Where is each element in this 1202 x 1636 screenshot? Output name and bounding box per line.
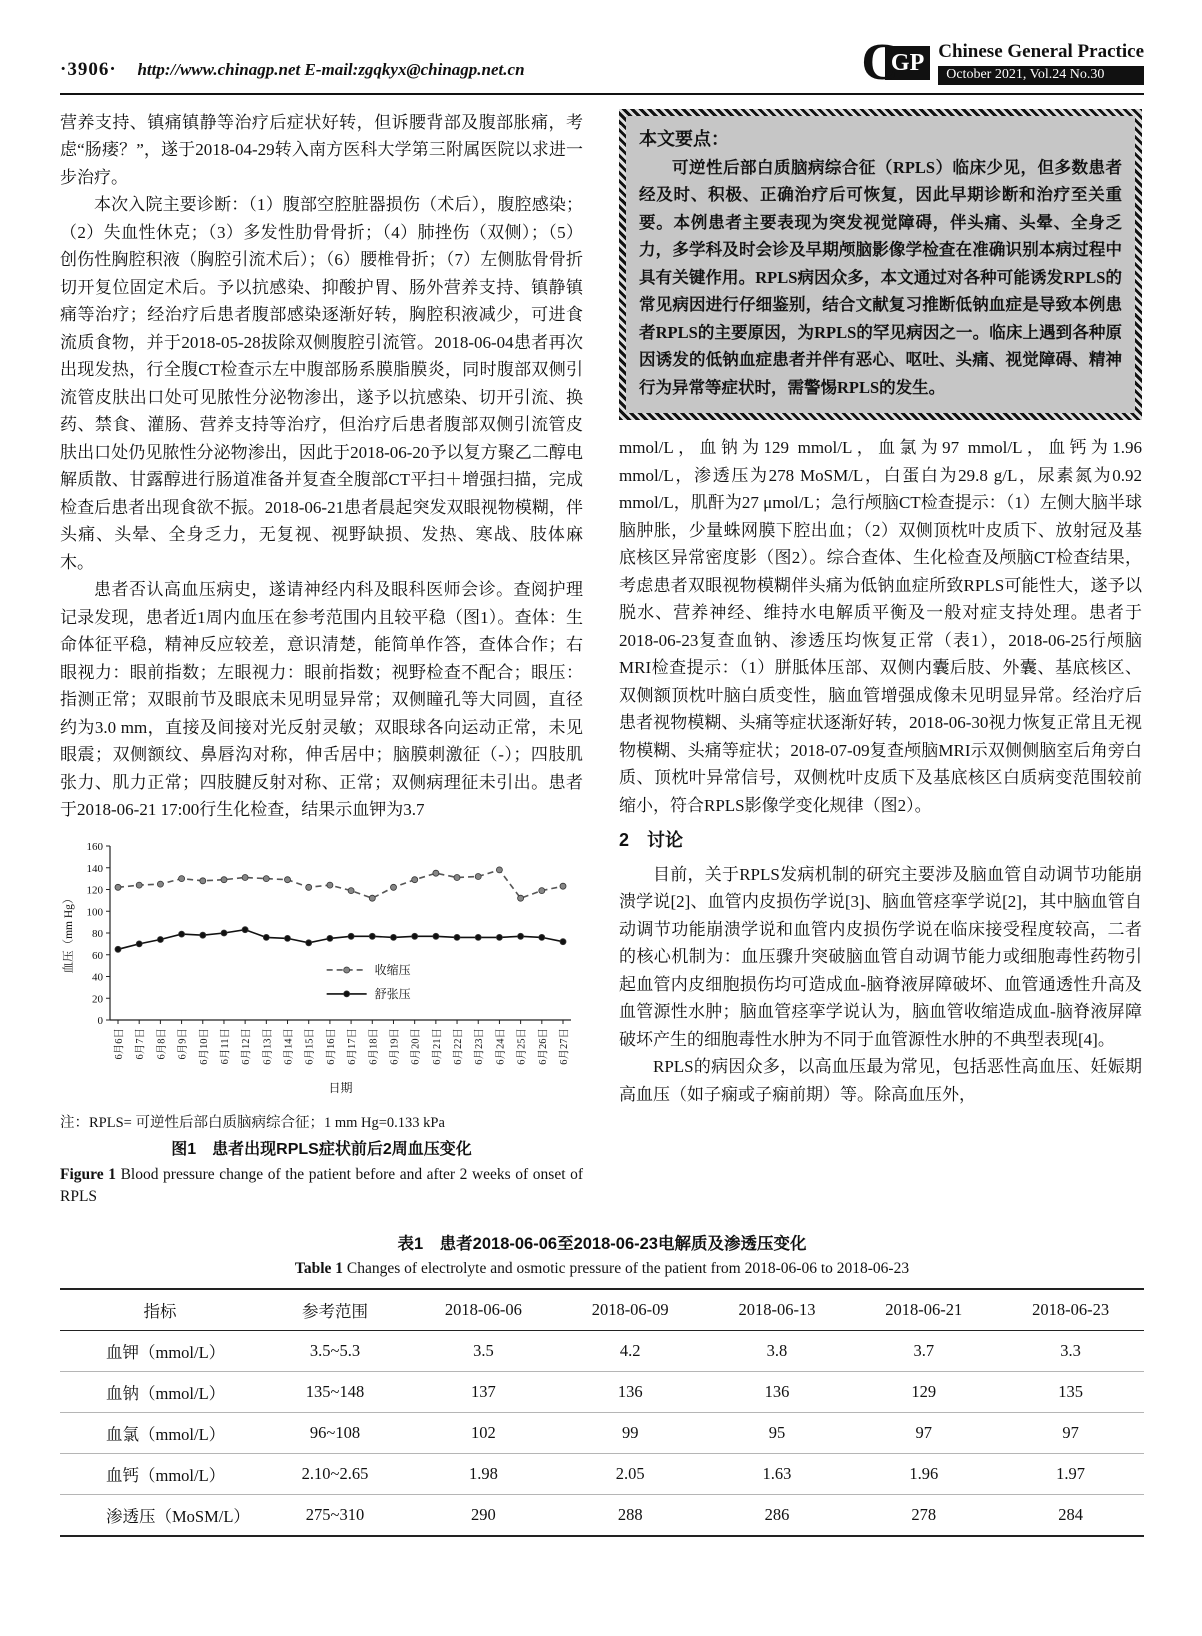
value-cell: 284 — [1058, 1505, 1083, 1525]
chart-axes — [87, 841, 572, 1065]
value-cell: 3.7 — [850, 1331, 997, 1372]
row-label-cell: 渗透压（MoSM/L） — [106, 1507, 250, 1527]
svg-text:6月13日: 6月13日 — [262, 1027, 274, 1065]
value-cell: 137 — [410, 1372, 557, 1413]
svg-text:6月21日: 6月21日 — [431, 1027, 443, 1065]
row-label-cell: 血钙（mmol/L） — [60, 1454, 260, 1495]
svg-text:0: 0 — [97, 1014, 103, 1027]
svg-text:20: 20 — [92, 993, 103, 1006]
table-header-cell: 指标 — [60, 1289, 260, 1331]
body-paragraph: mmol/L，血钠为129 mmol/L，血氯为97 mmol/L，血钙为1.96 mmol/L，渗透压为278 MoSM/L，白蛋白为29.8 g/L，尿素氮为0.92 mmol/L，肌酐为27 μmol/L；急行颅脑CT检查提示：（1）左侧大脑半球脑肿胀，少量蛛网膜下腔出血；（2）双侧顶枕叶皮质下、放射冠及基底核区异常密度影（图2）。综合查体、生化检查及颅脑CT检查结果，考虑患者双眼视物模糊伴头痛为低钠血症所致RPLS可能性大，遂予以脱水、营养神经、维持水电解质平衡及一般对症支持处理。患者于2018-06-23复查血钠、渗透压均恢复正常（表1），2018-06-25行颅脑MRI检查提示：（1）胼胝体压部、双侧内囊后肢、外囊、基底核区、双侧额顶枕叶脑白质变性，脑血管增强成像未见明显异常。经治疗后患者视物模糊、头痛等症状逐渐好转，2018-06-30视力恢复正常且无视物模糊、头痛等症状；2018-07-09复查颅脑MRI示双侧侧脑室后角旁白质、顶枕叶异常信号，双侧枕叶皮质下及基底核区白质病变范围较前缩小，符合RPLS影像学变化规律（图2）。 — [619, 438, 1142, 815]
value-cell: 135 — [997, 1372, 1144, 1413]
table-row — [60, 1413, 1144, 1454]
svg-text:6月27日: 6月27日 — [559, 1027, 570, 1065]
table-caption-en — [60, 1258, 1144, 1280]
figure-caption-en — [60, 1164, 583, 1208]
table-row — [60, 1495, 1144, 1537]
value-cell: 288 — [617, 1505, 643, 1525]
svg-text:6月17日: 6月17日 — [347, 1027, 359, 1065]
series-diastolic — [115, 926, 566, 952]
svg-text:6月19日: 6月19日 — [389, 1027, 401, 1065]
journal-logo — [861, 34, 1144, 91]
legend-diastolic — [327, 987, 411, 1001]
svg-text:6月8日: 6月8日 — [156, 1027, 168, 1060]
table-caption-cn: 表1 患者2018-06-06至2018-06-23电解质及渗透压变化 — [397, 1235, 807, 1254]
value-cell: 275~310 — [305, 1505, 365, 1525]
electrolyte-table — [60, 1288, 1144, 1537]
svg-text:6月16日: 6月16日 — [325, 1027, 337, 1065]
table-row — [60, 1454, 1144, 1495]
figure-note: 注：RPLS= 可逆性后部白质脑病综合征；1 mm Hg=0.133 kPa — [60, 1115, 445, 1132]
table-label-en: Table 1 — [294, 1260, 344, 1278]
body-paragraph: 患者否认高血压病史，遂请神经内科及眼科医师会诊。查阅护理记录发现，患者近1周内血压在参考范围内且较平稳（图1）。查体：生命体征平稳，精神反应较差，意识清楚，能简单作答，查体合作；右眼视力：眼前指数；左眼视力：眼前指数；视野检查不配合；眼压：指测正常；双眼前节及眼底未见明显异常；双侧瞳孔等大同圆，直径约为3.0 mm，直接及间接对光反射灵敏；双眼球各向运动正常，未见眼震；双侧额纹、鼻唇沟对称，伸舌居中；脑膜刺激征（-）；四肢肌张力、肌力正常；四肢腱反射对称、正常；双侧病理征未引出。患者于2018-06-21 17:00行生化检查，结果示血钾为3.7 — [60, 580, 583, 820]
figure-caption-en-text: Blood pressure change of the patient before and after 2 weeks of onset of RPLS — [60, 1166, 584, 1206]
table-row — [60, 1331, 1144, 1372]
journal-title-block — [938, 41, 1144, 85]
svg-text:6月14日: 6月14日 — [283, 1027, 295, 1065]
value-cell: 96~108 — [260, 1413, 410, 1454]
body-paragraph: 营养支持、镇痛镇静等治疗后症状好转，但诉腰背部及腹部胀痛，考虑“肠瘘？”，遂于2018-04-29转入南方医科大学第三附属医院以求进一步治疗。 — [60, 112, 583, 187]
svg-text:6月25日: 6月25日 — [516, 1027, 528, 1065]
value-cell: 3.8 — [704, 1331, 851, 1372]
svg-text:6月6日: 6月6日 — [114, 1027, 125, 1060]
table-header-cell: 2018-06-23 — [997, 1289, 1144, 1331]
row-label-cell: 血钠（mmol/L） — [60, 1372, 260, 1413]
svg-text:6月7日: 6月7日 — [135, 1027, 147, 1060]
table-body — [60, 1331, 1144, 1537]
logo-letter-c: C — [861, 34, 899, 91]
blood-pressure-chart — [60, 838, 583, 1100]
svg-text:140: 140 — [86, 862, 103, 875]
svg-text:40: 40 — [92, 971, 103, 984]
row-label-cell: 血钾（mmol/L） — [60, 1331, 260, 1372]
svg-text:6月10日: 6月10日 — [198, 1027, 210, 1065]
value-cell: 278 — [911, 1505, 937, 1525]
row-label-cell: 血氯（mmol/L） — [60, 1413, 260, 1454]
svg-text:6月26日: 6月26日 — [537, 1027, 549, 1065]
value-cell: 136 — [704, 1372, 851, 1413]
svg-text:6月11日: 6月11日 — [219, 1027, 231, 1065]
svg-text:6月15日: 6月15日 — [304, 1027, 316, 1065]
svg-text:6月20日: 6月20日 — [410, 1027, 422, 1065]
table-header-cell: 2018-06-21 — [850, 1289, 997, 1331]
value-cell: 95 — [704, 1413, 851, 1454]
table-header-cell: 参考范围 — [260, 1289, 410, 1331]
body-paragraph: 本次入院主要诊断：（1）腹部空腔脏器损伤（术后），腹腔感染；（2）失血性休克；（3）多发性肋骨骨折；（4）肺挫伤（双侧）；（5）创伤性胸腔积液（胸腔引流术后）；（6）腰椎骨折；（7）左侧肱骨骨折切开复位固定术后。予以抗感染、抑酸护胃、肠外营养支持、镇静镇痛等治疗；经治疗后患者腹部感染逐渐好转，胸腔积液减少，可进食流质食物，并于2018-05-28拔除双侧腹腔引流管。2018-06-04患者再次出现发热，行全腹CT检查示左中腹部肠系膜脂膜炎，同时腹部双侧引流管皮肤出口处可见脓性分泌物渗出，遂予以抗感染、切开引流、换药、禁食、灌肠、营养支持等治疗，但治疗后患者腹部双侧引流管皮肤出口处仍见脓性分泌物渗出，因此于2018-06-20予以复方聚乙二醇电解质散、甘露醇进行肠道准备并复查全腹部CT平扫＋增强扫描，完成检查后患者出现食欲不振。2018-06-21患者晨起突发双眼视物模糊，伴头痛、头晕、全身乏力，无复视、视野缺损、发热、寒战、肢体麻木。 — [60, 195, 583, 572]
journal-url-email[interactable]: http://www.chinagp.net E-mail:zgqkyx@chinagp.net.cn — [137, 59, 525, 79]
journal-issue: October 2021, Vol.24 No.30 — [938, 66, 1144, 85]
svg-text:6月9日: 6月9日 — [177, 1027, 189, 1060]
value-cell: 1.96 — [850, 1454, 997, 1495]
svg-text:舒张压: 舒张压 — [374, 986, 411, 1001]
journal-name: Chinese General Practice — [938, 41, 1144, 63]
svg-text:120: 120 — [86, 884, 103, 897]
page-header — [60, 34, 1144, 95]
value-cell: 3.5 — [410, 1331, 557, 1372]
figure-caption-cn: 图1 患者出现RPLS症状前后2周血压变化 — [171, 1141, 472, 1159]
svg-text:6月24日: 6月24日 — [495, 1027, 507, 1065]
table-row — [60, 1372, 1144, 1413]
value-cell: 4.2 — [557, 1331, 704, 1372]
svg-text:100: 100 — [86, 906, 103, 919]
two-column-body — [60, 109, 1144, 1209]
legend-systolic — [327, 962, 411, 977]
value-cell: 136 — [557, 1372, 704, 1413]
body-paragraph: RPLS的病因众多，以高血压最为常见，包括恶性高血压、妊娠期高血压（如子痫或子痫前期）等。除高血压外， — [619, 1057, 1142, 1104]
value-cell: 97 — [997, 1413, 1144, 1454]
x-axis-title: 日期 — [328, 1080, 353, 1095]
svg-text:80: 80 — [92, 927, 103, 940]
value-cell: 3.3 — [997, 1331, 1144, 1372]
value-cell: 129 — [850, 1372, 997, 1413]
value-cell: 1.97 — [997, 1454, 1144, 1495]
table-header — [60, 1289, 1144, 1331]
page-number: ·3906· — [60, 58, 117, 80]
value-cell: 1.63 — [704, 1454, 851, 1495]
key-points-title: 本文要点： — [639, 128, 729, 149]
svg-text:收缩压: 收缩压 — [374, 962, 411, 977]
value-cell: 135~148 — [260, 1372, 410, 1413]
svg-text:60: 60 — [92, 949, 103, 962]
table-header-cell: 2018-06-06 — [410, 1289, 557, 1331]
section-heading-discussion: 2 讨论 — [619, 830, 684, 851]
svg-text:6月23日: 6月23日 — [474, 1027, 486, 1065]
value-cell: 1.98 — [410, 1454, 557, 1495]
y-axis-title: 血压（mm Hg） — [63, 892, 75, 974]
table-caption-en-text: Changes of electrolyte and osmotic pressure of the patient from 2018-06-06 to 2018-06-23 — [346, 1260, 910, 1278]
value-cell: 290 — [471, 1505, 496, 1525]
table-1-section — [60, 1232, 1144, 1537]
figure-label-en: Figure 1 — [60, 1166, 116, 1184]
left-column — [60, 109, 583, 1209]
svg-text:6月22日: 6月22日 — [453, 1027, 465, 1065]
figure-1 — [60, 838, 583, 1209]
svg-text:6月12日: 6月12日 — [241, 1027, 253, 1065]
table-header-cell: 2018-06-09 — [557, 1289, 704, 1331]
svg-text:160: 160 — [86, 840, 103, 853]
right-column — [619, 109, 1142, 1209]
value-cell: 2.10~2.65 — [260, 1454, 410, 1495]
svg-text:6月18日: 6月18日 — [368, 1027, 380, 1065]
value-cell: 102 — [410, 1413, 557, 1454]
key-points-body: 可逆性后部白质脑病综合征（RPLS）临床少见，但多数患者经及时、积极、正确治疗后可恢复，因此早期诊断和治疗至关重要。本例患者主要表现为突发视觉障碍，伴头痛、头晕、全身乏力，多学科及时会诊及早期颅脑影像学检查在准确识别本病过程中具有关键作用。RPLS病因众多，本文通过对各种可能诱发RPLS的常见病因进行仔细鉴别，结合文献复习推断低钠血症是导致本例患者RPLS的主要原因，为RPLS的罕见病因之一。临床上遇到各种原因诱发的低钠血症患者并伴有恶心、呕吐、头痛、视觉障碍、精神行为异常等症状时，需警惕RPLS的发生。 — [639, 157, 1122, 397]
header-left — [60, 59, 525, 87]
series-systolic — [115, 867, 566, 901]
table-header-cell: 2018-06-13 — [704, 1289, 851, 1331]
value-cell: 286 — [764, 1505, 790, 1525]
table-header-row — [60, 1289, 1144, 1331]
value-cell: 99 — [557, 1413, 704, 1454]
value-cell: 97 — [850, 1413, 997, 1454]
body-paragraph: 目前，关于RPLS发病机制的研究主要涉及脑血管自动调节功能崩溃学说[2]、血管内皮损伤学说[3]、脑血管痉挛学说[2]，其中脑血管自动调节功能崩溃学说和血管内皮损伤学说在临床接受程度较高，二者的核心机制为：血压骤升突破脑血管自动调节能力或细胞毒性药物引起血管内皮细胞损伤均可造成血-脑脊液屏障破坏、血管通透性升高及血管源性水肿；脑血管痉挛学说认为，脑血管收缩造成血-脑脊液屏障破坏产生的细胞毒性水肿为不同于血管源性水肿的不典型表现[4]。 — [619, 864, 1142, 1049]
logo-letters-gp: GP — [885, 46, 930, 80]
key-points-box — [619, 109, 1142, 421]
value-cell: 2.05 — [557, 1454, 704, 1495]
value-cell: 3.5~5.3 — [260, 1331, 410, 1372]
